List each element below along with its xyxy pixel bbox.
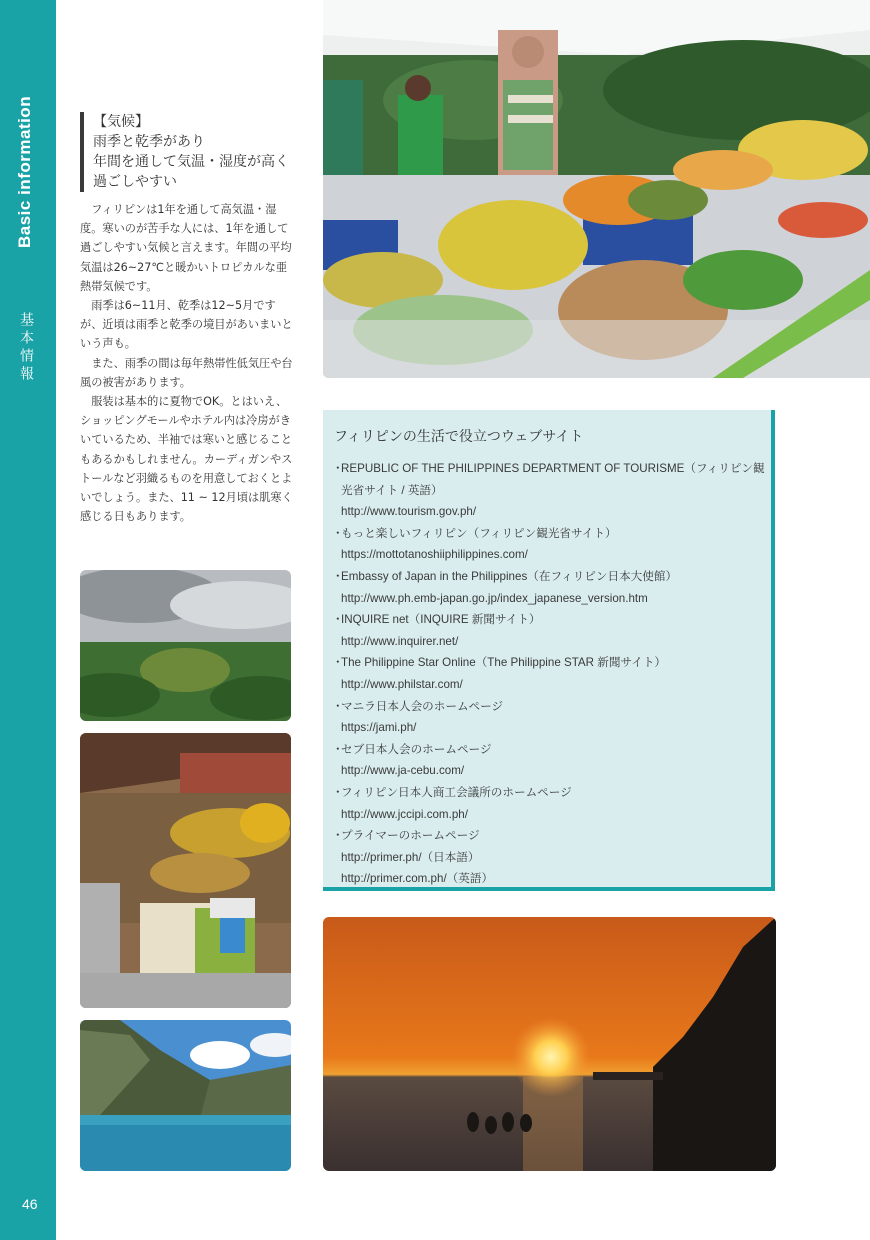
sidebar (0, 0, 56, 1240)
website-name: ・ プライマーのホームページ (332, 825, 768, 847)
website-item (332, 566, 768, 609)
climate-paragraph: 雨季は6~11月、乾季は12~5月ですが、近頃は雨季と乾季の境目があいまいという声も。 (80, 299, 293, 351)
website-name: ・ The Philippine Star Online（The Philippine STAR 新聞サイト） (332, 652, 768, 674)
website-name: ・ もっと楽しいフィリピン（フィリピン観光省サイト） (332, 523, 768, 545)
website-link[interactable]: http://www.philstar.com/ (341, 677, 463, 691)
website-item (332, 652, 768, 695)
websites-title: フィリピンの生活で役立つウェブサイト (334, 429, 584, 445)
website-item (332, 523, 768, 566)
climate-paragraph: フィリピンは1年を通して高気温・湿度。寒いのが苦手な人には、1年を通して過ごしやすい気候と言えます。年間の平均気温は26~27℃と暖かいトロピカルな亜熱帯気候です。 (80, 203, 292, 293)
climate-heading-block (80, 112, 318, 192)
website-link[interactable]: http://primer.ph/（日本語） (341, 850, 480, 864)
sidebar-title-jp: 基本情報 (18, 312, 34, 384)
websites-list (332, 458, 768, 890)
website-name: ・ Embassy of Japan in the Philippines（在フィリピン日本大使館） (332, 566, 768, 588)
website-item (332, 696, 768, 739)
website-item (332, 458, 768, 523)
website-link[interactable]: http://www.ja-cebu.com/ (341, 764, 465, 778)
climate-paragraph: また、雨季の間は毎年熱帯性低気圧や台風の被害があります。 (80, 356, 293, 389)
websites-box (323, 410, 775, 891)
website-link[interactable]: http://www.tourism.gov.ph/ (341, 505, 477, 519)
climate-subheading-line: 年間を通して気温・湿度が高く (93, 154, 289, 170)
website-link[interactable]: http://primer.com.ph/（英語） (341, 872, 494, 886)
website-link[interactable]: https://mottotanoshiiphilippines.com/ (341, 548, 528, 562)
climate-heading: 【気候】 (93, 114, 149, 130)
website-item (332, 739, 768, 782)
website-link[interactable]: http://www.jccipi.com.ph/ (341, 807, 468, 821)
website-item (332, 609, 768, 652)
sunset-photo (323, 917, 776, 1171)
page-number: 46 (22, 1196, 38, 1212)
website-name: ・ INQUIRE net（INQUIRE 新聞サイト） (332, 609, 768, 631)
climate-paragraph: 服装は基本的に夏物でOK。とはいえ、ショッピングモールやホテル内は冷房がきいているため、半袖では寒いと感じることもあるかもしれません。カーディガンやストールなど羽織るものを用意しておくとよいでしょう。また、11 ~ 12月頃は肌寒く感じる日もあります。 (80, 395, 293, 524)
hills-photo (80, 570, 291, 721)
climate-subheading-line: 過ごしやすい (93, 174, 177, 190)
website-item (332, 825, 768, 890)
website-name: ・ フィリピン日本人商工会議所のホームページ (332, 782, 768, 804)
market-photo (323, 0, 870, 378)
website-item (332, 782, 768, 825)
climate-body (80, 200, 296, 526)
website-name: ・ マニラ日本人会のホームページ (332, 696, 768, 718)
website-link[interactable]: http://www.inquirer.net/ (341, 634, 459, 648)
website-link[interactable]: https://jami.ph/ (341, 721, 417, 735)
sidebar-title-en: Basic information (15, 95, 34, 249)
roadside-stall-photo (80, 733, 291, 1008)
lagoon-photo (80, 1020, 291, 1171)
website-link[interactable]: http://www.ph.emb-japan.go.jp/index_japanese_version.htm (341, 591, 648, 605)
climate-subheading-line: 雨季と乾季があり (93, 134, 205, 150)
website-name: ・ セブ日本人会のホームページ (332, 739, 768, 761)
website-name: ・ REPUBLIC OF THE PHILIPPINES DEPARTMENT OF TOURISME（フィリピン観光省サイト / 英語） (332, 458, 768, 501)
